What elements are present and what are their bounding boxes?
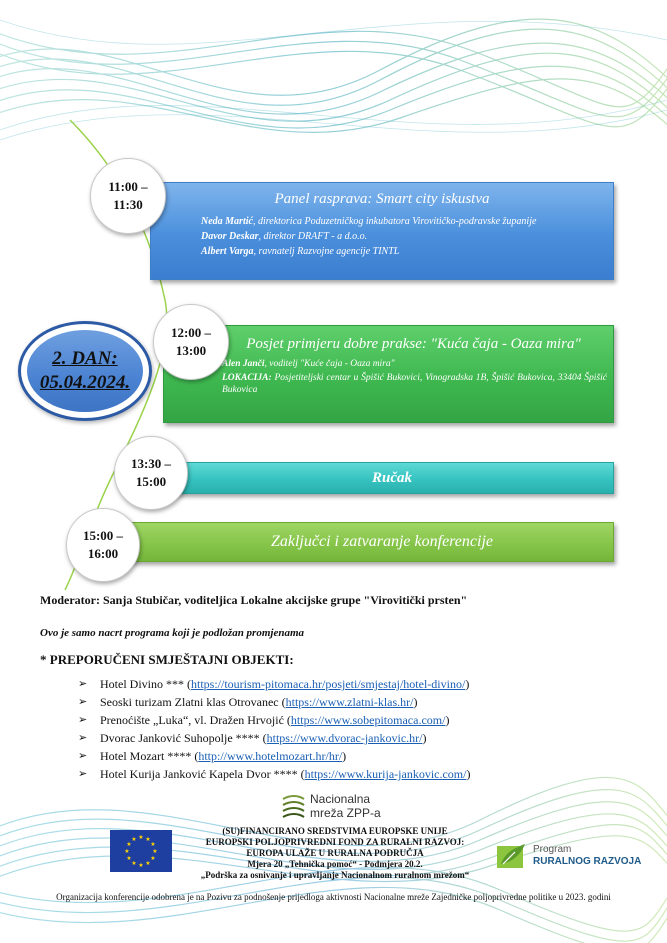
accommodation-list <box>78 675 470 783</box>
time-circle-session-3: 13:30 – 15:00 <box>114 436 188 510</box>
accommodation-link[interactable]: https://www.dvorac-jankovic.hr/ <box>266 731 423 745</box>
session-title: Panel rasprava: Smart city iskustva <box>274 191 490 207</box>
accommodation-item: ➢ Hotel Kurija Janković Kapela Dvor **** (https://www.kurija-jankovic.com/) <box>78 767 471 781</box>
funding-line: „Podrška za osnivanje i upravljanje Nacionalnom ruralnom mrežom“ <box>200 870 470 880</box>
svg-text:★: ★ <box>150 841 156 848</box>
speaker-line: Davor Deskar, direktor DRAFT - a d.o.o. <box>201 231 368 242</box>
speaker-line: Albert Varga, ravnatelj Razvojne agencije TINTL <box>201 246 400 257</box>
svg-text:★: ★ <box>138 862 144 869</box>
day-label: 2. DAN: <box>52 348 118 369</box>
funding-text <box>170 826 500 881</box>
accommodation-item: ➢ Seoski turizam Zlatni klas Otrovanec (https://www.zlatni-klas.hr/) <box>78 695 418 709</box>
program-logo-line2: RURALNOG RAZVOJA <box>533 856 642 867</box>
session-speakers <box>151 208 613 259</box>
arrow-bullet-icon: ➢ <box>78 678 88 690</box>
arrow-bullet-icon: ➢ <box>78 714 88 726</box>
accommodation-link[interactable]: http://www.hotelmozart.hr/hr/ <box>198 749 343 763</box>
eu-flag-icon <box>110 830 172 872</box>
session-bar-closing <box>120 522 614 562</box>
accommodation-link[interactable]: https://www.zlatni-klas.hr/ <box>285 695 414 709</box>
moderator-text: Moderator: Sanja Stubičar, voditeljica Lokalne akcijske grupe "Virovitički prsten" <box>40 593 468 607</box>
accommodation-link[interactable]: https://www.kurija-jankovic.com/ <box>304 767 467 781</box>
time-circle-session-4: 15:00 – 16:00 <box>66 508 140 582</box>
funding-line: EUROPSKI POLJOPRIVREDNI FOND ZA RURALNI RAZVOJ: <box>205 837 465 847</box>
accommodation-heading: * PREPORUČENI SMJEŠTAJNI OBJEKTI: <box>40 652 294 667</box>
svg-text:★: ★ <box>131 836 137 843</box>
location-line: LOKACIJA: Posjetiteljski centar u Špišić Bukovici, Vinogradska 1B, Špišić Bukovica, 33404 Špišić Bukovica <box>222 373 607 395</box>
speaker-line: Neda Martić, direktorica Poduzetničkog inkubatora Virovitičko-podravske županije <box>201 216 537 227</box>
svg-text:★: ★ <box>150 855 156 862</box>
session-title: Ručak <box>371 470 412 486</box>
field-rows-icon <box>280 791 306 821</box>
svg-text:★: ★ <box>145 836 151 843</box>
funding-line: (SU)FINANCIRANO SREDSTVIMA EUROPSKE UNIJE <box>222 826 448 836</box>
svg-text:★: ★ <box>124 848 130 855</box>
network-logo-line2: mreža ZPP-a <box>310 806 381 820</box>
network-logo <box>280 791 381 821</box>
arrow-bullet-icon: ➢ <box>78 696 88 708</box>
draft-note: Ovo je samo nacrt programa koji je podložan promjenama <box>40 627 305 639</box>
program-logo <box>497 842 641 870</box>
time-circle-session-2: 12:00 – 13:00 <box>153 304 229 380</box>
session-bar-visit <box>163 325 614 423</box>
day-badge <box>18 321 152 421</box>
day-date: 05.04.2024. <box>39 372 131 393</box>
accommodation-item: ➢ Hotel Divino *** (https://tourism-pitomaca.hr/posjeti/smjestaj/hotel-divino/) <box>78 677 470 691</box>
svg-text:★: ★ <box>152 848 158 855</box>
session-bar-lunch <box>170 462 614 494</box>
funding-line: EUROPA ULAŽE U RURALNA PODRUČJA <box>246 848 424 858</box>
session-title: Posjet primjeru dobre prakse: "Kuća čaja - Oaza mira" <box>246 336 581 352</box>
svg-text:★: ★ <box>145 860 151 867</box>
speaker-line: Alen Janči, voditelj "Kuće čaja - Oaza mira" <box>222 359 395 369</box>
accommodation-item: ➢ Prenoćište „Luka“, vl. Dražen Hrvojić (https://www.sobepitomaca.com/) <box>78 713 450 727</box>
program-leaf-icon <box>497 842 529 870</box>
accommodation-link[interactable]: https://tourism-pitomaca.hr/posjeti/smjestaj/hotel-divino/ <box>191 677 466 691</box>
svg-text:★: ★ <box>138 834 144 841</box>
arrow-bullet-icon: ➢ <box>78 768 88 780</box>
accommodation-item: ➢ Dvorac Janković Suhopolje **** (https://www.dvorac-jankovic.hr/) <box>78 731 427 745</box>
network-logo-line1: Nacionalna <box>310 792 371 806</box>
arrow-bullet-icon: ➢ <box>78 750 88 762</box>
arrow-bullet-icon: ➢ <box>78 732 88 744</box>
session-bar-panel <box>150 182 614 280</box>
session-speakers <box>164 353 613 396</box>
svg-text:★: ★ <box>126 855 132 862</box>
session-title: Zaključci i zatvaranje konferencije <box>270 533 493 550</box>
accommodation-link[interactable]: https://www.sobepitomaca.com/ <box>290 713 446 727</box>
accommodation-item: ➢ Hotel Mozart **** (http://www.hotelmozart.hr/hr/) <box>78 749 347 763</box>
funding-line: Mjera 20 „Tehnička pomoć“ - Podmjera 20.2. <box>247 859 423 869</box>
time-circle-session-1: 11:00 – 11:30 <box>90 158 166 234</box>
program-logo-line1: Program <box>533 844 572 855</box>
svg-text:★: ★ <box>131 860 137 867</box>
svg-text:★: ★ <box>126 841 132 848</box>
footer-note: Organizacija konferencije odobrena je na Pozivu za podnošenje prijedloga aktivnosti Nacionalne mreže Zajedničke poljoprivredne politike u 2023. godini <box>56 892 611 902</box>
